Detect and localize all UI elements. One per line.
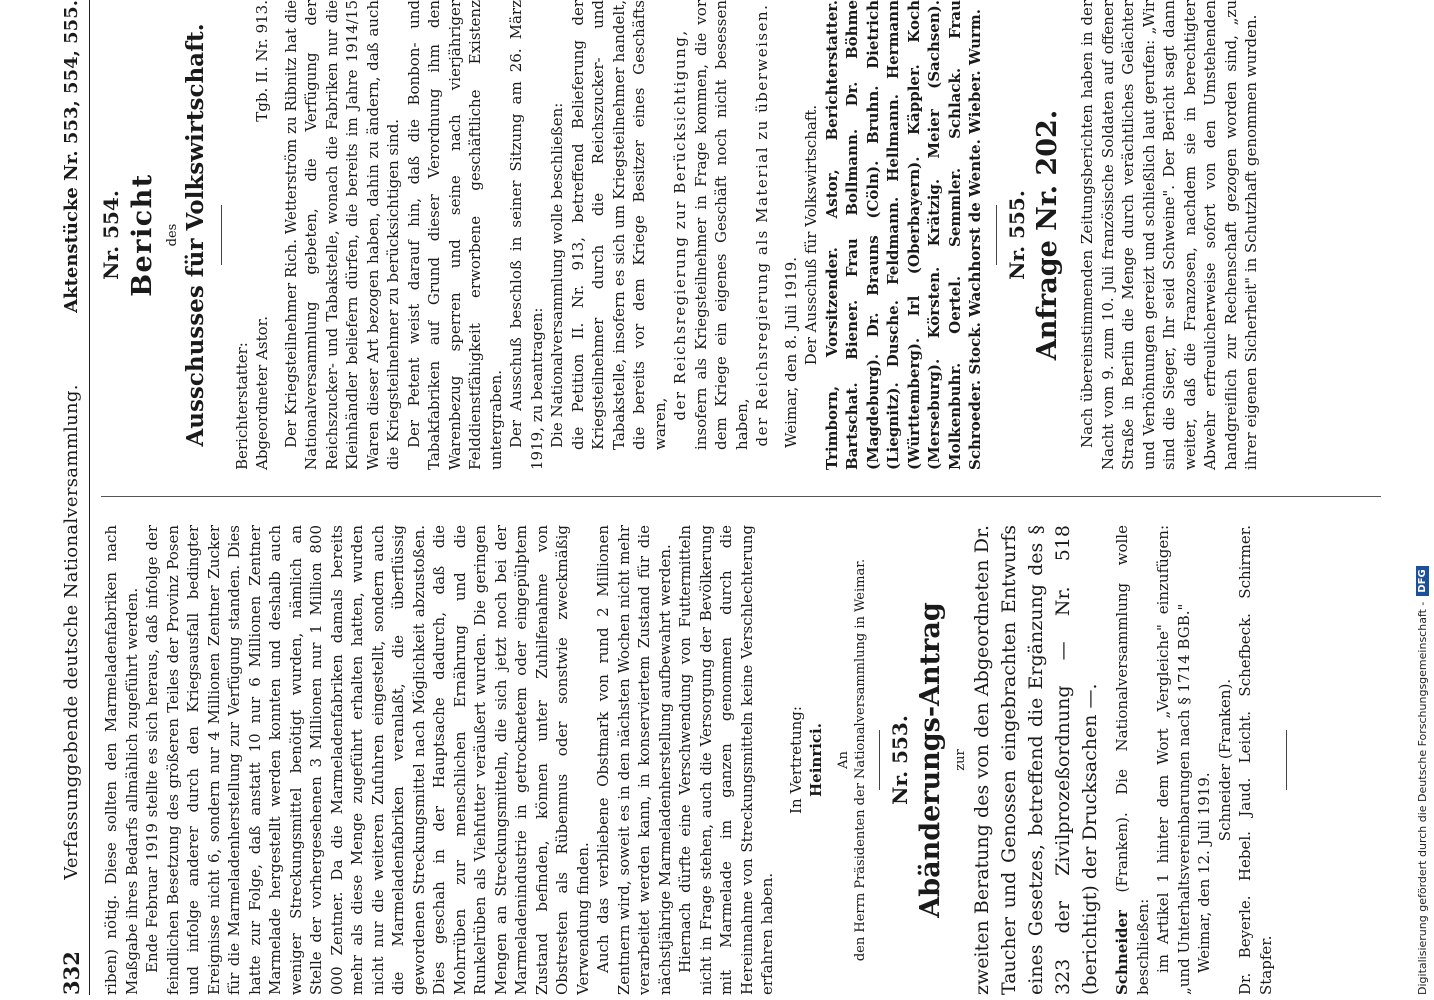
schneider-paragraph (1112, 525, 1153, 995)
document-numbers: Aktenstücke Nr. 553, 554, 555. (60, 0, 82, 313)
document-number-553: Nr. 553. (887, 715, 912, 805)
berichterstatter-label: Berichterstatter: (232, 342, 251, 470)
resolution-list (568, 0, 773, 470)
list-item: insofern als Kriegsteilnehmer in Frage kommen, die vor dem Kriege ein eigenes Geschäft noch nicht besessen haben, (691, 0, 751, 450)
committee-members: Trimborn, Vorsitzender. Astor, Berichterstatter. Bartschat. Biener. Frau Bollmann. Dr. Böhme (Magdeburg). Dr. Brauns (Cöln). Bruhn. Dietrich (Liegnitz). Dusche. Feldmann. Hellmann. Hermann (Württemberg). Irl (Oberbayern). Käppler. Koch (Merseburg). Körsten. Krätzig. Meier (Sachsen). Molkenbuhr. Oertel. Semmler. Schlack. Frau Schroeder. Stock. Wachhorst de Wente. Wieber. Wurm. (822, 0, 984, 470)
list-item: die Petition II. Nr. 913, betreffend Belieferung der Kriegsteilnehmer durch die Reichszucker- und Tabakstelle, insofern es sich um Kriegsteilnehmer handelt, die bereits vor dem Kriege Besitzer eines Geschäfts waren, (568, 0, 669, 450)
document-number-554: Nr. 554. (99, 190, 123, 280)
paragraph: Der Ausschuß beschloß in seiner Sitzung am 26. März 1919, zu beantragen: (507, 0, 546, 470)
list-item: der Reichsregierung zur Berücksichtigung, (671, 29, 689, 421)
schneider-name: Schneider (1113, 910, 1131, 995)
page-header (55, 0, 90, 995)
addressee: den Herrn Präsidenten der Nationalversammlung in Weimar. (852, 558, 868, 962)
paragraph: Ende Februar 1919 stellte es sich heraus, daß infolge der feindlichen Besetzung des größeren Teiles der Provinz Posen und infolge anderer durch den Kriegsausfall bedingter Ereignisse nicht 6, sondern nur 4 Millionen Zentner Zucker für die Marmeladenherstellung zur Verfügung standen. Dies hatte zur Folge, daß anstatt 10 nur 6 Millionen Zentner Marmelade hergestellt werden konnten und deshalb auch weniger Streckungsmittel benötigt wurden, nämlich an Stelle der vorhergesehenen 3 Millionen nur 1 Million 800 000 Zentner. Da die Marmeladenfabriken damals bereits mehr als diese Menge zugeführt erhalten hatten, wurden nicht nur die weiteren Zufuhren eingestellt, sondern auch die Marmeladenfabriken veranlaßt, die überflüssig gewordenen Streckungsmittel nach Möglichkeit abzustoßen. Dies geschah in der Hauptsache dadurch, daß die Mohrrüben zur menschlichen Ernährung und die Runkelrüben als Viehfutter veräußert wurden. Die geringen Mengen an Streckungsmitteln, die sich jetzt noch bei der Marmeladenindustrie in getrocknetem oder eingepülptem Zustand befinden, können unter Zuhilfenahme von Obstresten als Rübenmus oder sonstwie zweckmäßig Verwendung finden. (143, 525, 592, 995)
antrag-text: zweiten Beratung des von den Abgeordneten Dr. Taucher und Genossen eingebrachten Entwurfs eines Gesetzes, betreffend die Ergänzung des § 323 der Zivilprozeßordnung — Nr. 518 (berichtigt) der Drucksachen —. (971, 525, 1101, 995)
date-554: Weimar, den 8. Juli 1919. (781, 256, 800, 448)
schneider-text: (Franken). Die Nationalversammlung wolle beschließen: (1113, 525, 1152, 995)
page-number: 332 (58, 951, 84, 995)
paragraph: Nach übereinstimmenden Zeitungsberichten haben in der Nacht vom 9. zum 10. Juli französische Soldaten auf offener Straße in Berlin die Menge durch verächtliches Gelächter und Verhöhnungen gereizt und schließlich laut gerufen: „Wir sind die Sieger, Ihr seid Schweine". Der Bericht sagt dann weiter, daß die Franzosen, nachdem sie in berechtigter Abwehr erfreulicherweise sofort von den Umstehenden handgreiflich zur Rechenschaft gezogen worden sind, „zu ihrer eigenen Sicherheit" in Schutzhaft genommen wurden. (1078, 0, 1260, 470)
vertretung-label: In Vertretung: (786, 706, 805, 814)
des-label: des (164, 223, 180, 247)
paragraph: Der Kriegsteilnehmer Rich. Wetterström zu Ribnitz hat die Nationalversammlung gebeten, die Verfügung der Reichszucker- und Tabakstelle, wonach die Fabriken nur die Kleinhändler beliefern dürfen, die bereits im Jahre 1914/15 Waren dieser Art bezogen haben, dahin zu ändern, daß auch die Kriegsteilnehmer zu berücksichtigen sind. (281, 0, 402, 470)
tagebuch-number: Tgb. II. Nr. 913. (253, 0, 271, 122)
document-page (55, 0, 1385, 995)
divider (221, 205, 222, 265)
list-item: der Reichsregierung als Material zu überweisen. (753, 3, 771, 447)
artikel-text: im Artikel 1 hinter dem Wort „Vergleiche" einzufügen: „und Unterhaltsvereinbarungen nach § 1714 BGB." (1154, 525, 1193, 995)
anfrage-title: Anfrage Nr. 202. (1032, 109, 1063, 361)
divider (1286, 730, 1287, 790)
berichterstatter-row (252, 0, 273, 470)
bericht-title: Bericht (126, 173, 158, 297)
digitization-text: Digitalisierung gefördert durch die Deutsche Forschungsgemeinschaft - (1416, 601, 1429, 995)
divider (996, 205, 997, 265)
zur-label: zur (953, 749, 968, 771)
paragraph: Der Petent weist darauf hin, daß die Bonbon- und Tabakfabriken auf Grund dieser Verordnung ihm den Warenbezug sperren und seine nach vierjähriger Felddienstfähigkeit erworbene geschäftliche Existenz untergraben. (404, 0, 505, 470)
column-rule (101, 496, 1381, 497)
divider (879, 730, 880, 790)
names-553: Dr. Beyerle. Hebel. Jaud. Leicht. Schefbeck. Schirmer. Stapfer. (1236, 525, 1275, 995)
running-title: Verfassunggebende deutsche Nationalversammlung. (60, 384, 82, 880)
signatory-553: Schneider (Franken). (1215, 678, 1234, 842)
dfg-logo: DFG (1416, 566, 1429, 595)
paragraph: riben) nötig. Diese sollten den Marmeladenfabriken nach Maßgabe ihres Bedarfs allmählich zugeführt werden. (102, 525, 141, 995)
an-label: An (835, 751, 851, 769)
berichterstatter-name: Abgeordneter Astor. (253, 316, 271, 470)
signer-name: Heinrici. (807, 723, 825, 797)
antrag-title: Abänderungs-Antrag (915, 602, 946, 918)
paragraph: Hiernach dürfte eine Verschwendung von Futtermitteln nicht in Frage stehen, auch die Versorgung der Bevölkerung mit Marmelade im ganzen genommen durch die Hereinnahme von Streckungsmitteln keine Verschlechterung erfahren haben. (676, 525, 776, 995)
left-column (101, 525, 1297, 995)
date-553: Weimar, den 12. Juli 1919. (1195, 772, 1213, 973)
paragraph: Auch das verbliebene Obstmark von rund 2 Millionen Zentnern wird, soweit es in den nächsten Wochen nicht mehr verarbeitet werden kann, in konserviertem Zustand für die nächstjährige Marmeladenherstellung aufbewahrt werden. (594, 525, 674, 995)
ausschuss-title: Ausschusses für Volkswirtschaft. (181, 23, 209, 447)
ausschuss-signature: Der Ausschuß für Volkswirtschaft. (802, 104, 820, 366)
paragraph: Die Nationalversammlung wolle beschließen: (548, 102, 566, 448)
right-column (101, 0, 1262, 470)
document-number-555: Nr. 555. (1004, 190, 1029, 280)
digitization-note (1416, 10, 1429, 995)
